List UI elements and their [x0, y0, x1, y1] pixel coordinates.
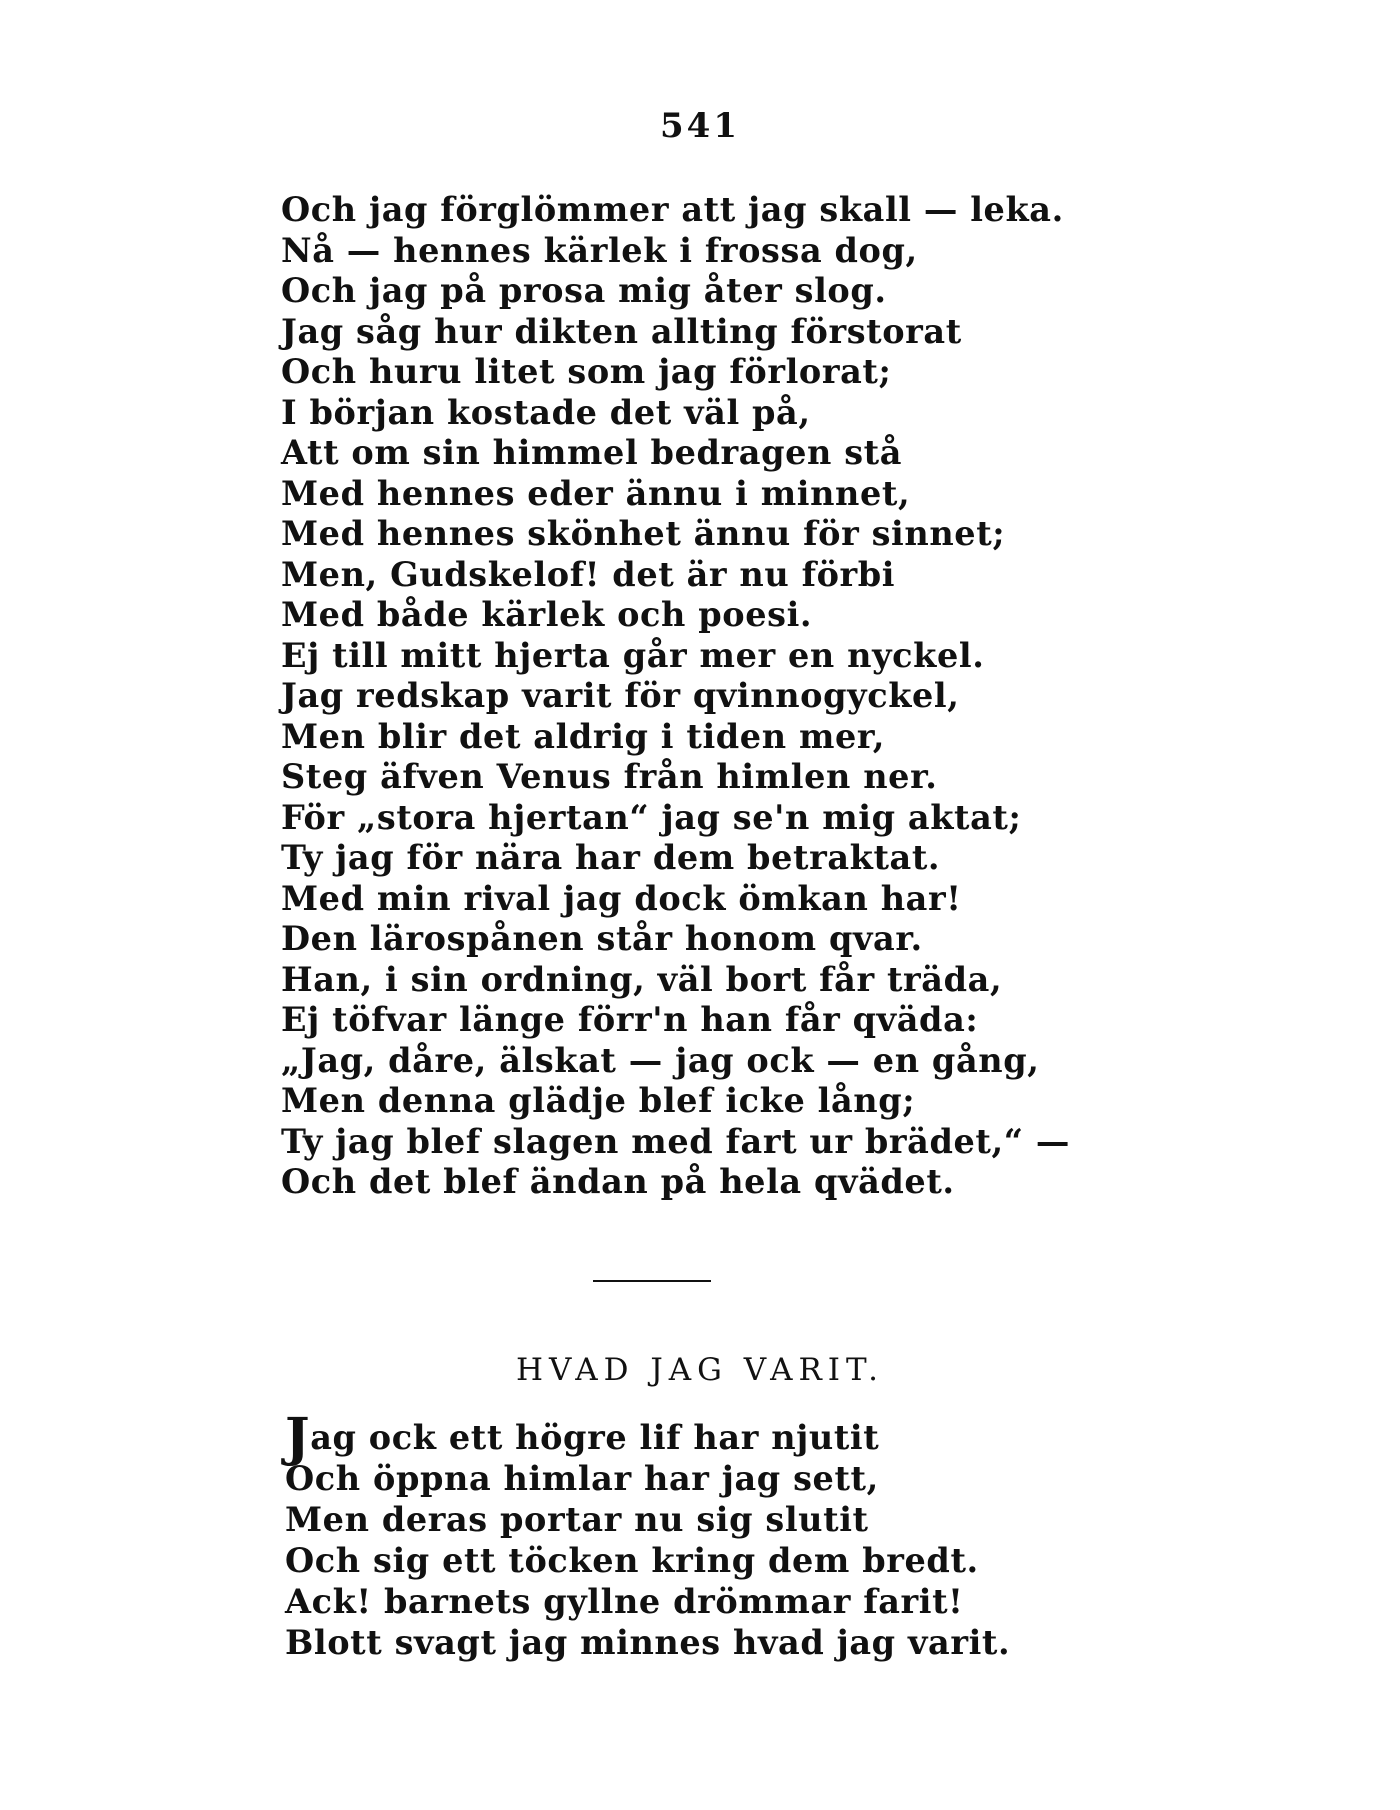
poem-line: För „stora hjertan“ jag se'n mig aktat; — [281, 797, 1022, 837]
poem-line: Men deras portar nu sig slutit — [285, 1500, 869, 1539]
page-number: 541 — [660, 106, 740, 146]
poem-line: Men denna glädje blef icke lång; — [281, 1081, 916, 1120]
poem-line: Ty jag blef slagen med fart ur brädet,“ — — [281, 1121, 1070, 1161]
poem-line: Med min rival jag dock ömkan har! — [281, 878, 962, 918]
poem-continuation — [281, 190, 1070, 1203]
poem-line: Jag redskap varit för qvinnogyckel, — [281, 676, 960, 715]
poem-line: Nå — hennes kärlek i frossa dog, — [281, 230, 918, 270]
drop-cap: J — [285, 1407, 311, 1468]
poem-line: Och det blef ändan på hela qvädet. — [281, 1162, 955, 1201]
poem-line: Att om sin himmel bedragen stå — [281, 433, 903, 472]
first-line-text: ag ock ett högre lif har njutit — [310, 1418, 880, 1457]
poem-line: Ack! barnets gyllne drömmar farit! — [285, 1582, 964, 1621]
poem-line: Blott svagt jag minnes hvad jag varit. — [285, 1623, 1011, 1662]
poem-line: Han, i sin ordning, väl bort får träda, — [281, 959, 1003, 999]
poem-line: Och jag på prosa mig åter slog. — [281, 271, 887, 310]
poem-line: Ej töfvar länge förr'n han får qväda: — [281, 1000, 979, 1039]
poem-line: Ej till mitt hjerta går mer en nyckel. — [281, 635, 985, 675]
poem-line: Med hennes eder ännu i minnet, — [281, 473, 911, 513]
poem-line: Den lärospånen står honom qvar. — [281, 919, 923, 958]
poem-first-line — [285, 1407, 1010, 1468]
poem-line: Och öppna himlar har jag sett, — [285, 1459, 879, 1498]
new-poem — [285, 1407, 1011, 1663]
poem-line: Med både kärlek och poesi. — [281, 595, 813, 634]
poem-line: „Jag, dåre, älskat — jag ock — en gång, — [281, 1040, 1040, 1080]
poem-line: Ty jag för nära har dem betraktat. — [281, 838, 941, 877]
poem-line: I början kostade det väl på, — [281, 392, 811, 432]
poem-line: Jag såg hur dikten allting förstorat — [281, 311, 962, 351]
poem-line: Men blir det aldrig i tiden mer, — [281, 716, 885, 756]
poem-line: Och jag förglömmer att jag skall — leka. — [281, 190, 1064, 229]
poem-line: Men, Gudskelof! det är nu förbi — [281, 554, 896, 594]
section-divider — [593, 1280, 711, 1282]
poem-line: Steg äfven Venus från himlen ner. — [281, 757, 938, 796]
section-title: HVAD JAG VARIT. — [515, 1352, 885, 1388]
poem-line: Och sig ett töcken kring dem bredt. — [285, 1541, 979, 1580]
poem-line: Med hennes skönhet ännu för sinnet; — [281, 514, 1006, 553]
poem-line: Och huru litet som jag förlorat; — [281, 352, 892, 391]
